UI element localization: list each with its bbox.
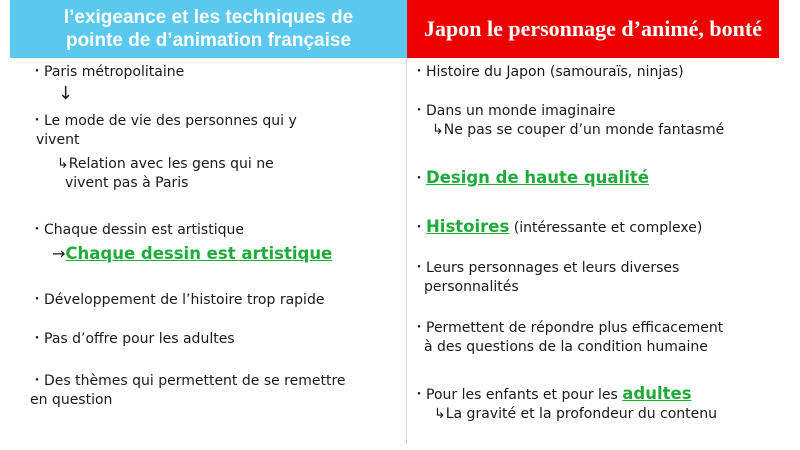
bullet-enfants-line [412,384,692,405]
bullet-histoires: ・ [412,220,426,236]
histoires-detail: (intéressante et complexe) [509,220,703,236]
bullet-mode-de-vie-cont: vivent [36,132,80,148]
bullet-paris: ・Paris métropolitaine [30,64,185,80]
bullet-mode-de-vie: ・Le mode de vie des personnes qui y [30,113,297,129]
sub-relation-cont: vivent pas à Paris [65,175,189,191]
sub-relation: ↳Relation avec les gens qui ne [57,156,274,172]
header-left-line1: l’exigeance et les techniques de [63,7,354,28]
bullet-histoire-japon: ・Histoire du Japon (samouraïs, ninjas) [412,64,684,80]
bullet-histoires-line [412,217,702,238]
bullet-themes-cont: en question [30,392,113,408]
bullet-permettent: ・Permettent de répondre plus efficacement [412,320,724,336]
sub-gravite: ↳La gravité et la profondeur du contenu [434,406,718,422]
highlight-adultes: adultes [622,384,692,403]
header-right-title: Japon le personnage d’animé, bonté [424,16,762,41]
bullet-monde-imaginaire: ・Dans un monde imaginaire [412,103,616,119]
sub-monde-fantasme: ↳Ne pas se couper d’un monde fantasmé [432,122,725,138]
down-arrow-icon: ↓ [58,83,74,104]
column-divider [406,58,407,444]
highlight-dessin-artistique: Chaque dessin est artistique [65,244,333,263]
bullet-design-line [412,168,649,189]
right-arrow-icon: → [52,244,66,263]
bullet-personnages-cont: personnalités [424,279,519,295]
bullet-dessin: ・Chaque dessin est artistique [30,222,244,238]
header-right [407,0,779,58]
bullet-themes: ・Des thèmes qui permettent de se remettre [30,373,346,389]
bullet-permettent-cont: à des questions de la condition humaine [424,339,708,355]
highlight-design: Design de haute qualité [426,168,649,187]
bullet-design: ・ [412,171,426,187]
bullet-enfants: ・Pour les enfants et pour les [412,387,623,403]
header-left-line2: pointe de d’animation française [65,30,352,51]
highlight-histoires: Histoires [426,217,510,236]
dessin-highlight-line [52,244,332,265]
bullet-offre-adultes: ・Pas d’offre pour les adultes [30,331,235,347]
header-left [10,0,407,58]
bullet-personnages: ・Leurs personnages et leurs diverses [412,260,680,276]
bullet-developpement: ・Développement de l’histoire trop rapide [30,292,325,308]
